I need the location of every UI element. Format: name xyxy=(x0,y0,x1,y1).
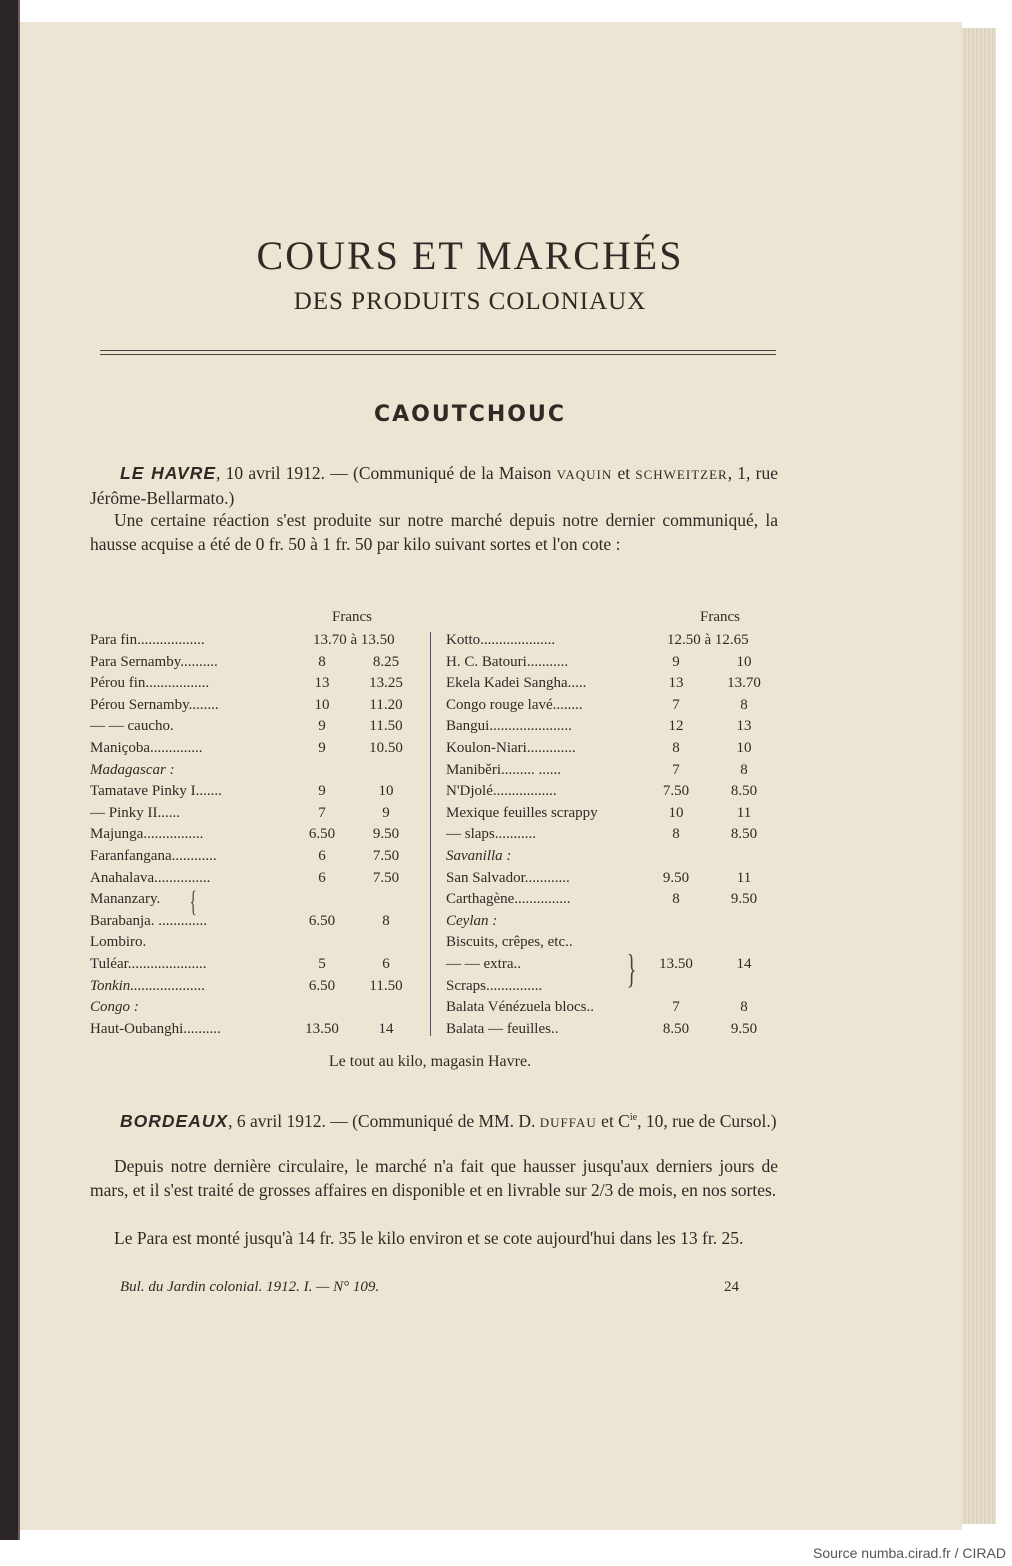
price-row-label: — Pinky II...... xyxy=(90,804,180,821)
price-row xyxy=(446,630,782,652)
price-low: 12.50 à 12.65 xyxy=(667,632,749,648)
havre-place: LE HAVRE xyxy=(120,463,217,483)
price-low: 10 xyxy=(668,804,684,821)
havre-intro: , 10 avril 1912. — (Communiqué de la Maison xyxy=(216,463,557,483)
price-high: 8 xyxy=(740,761,748,778)
price-row-label: Haut-Oubanghi.......... xyxy=(90,1020,221,1037)
price-high: 8.50 xyxy=(730,826,758,843)
price-row-label: Para Sernamby.......... xyxy=(90,653,218,670)
price-low: 9 xyxy=(672,653,680,670)
price-high: 9 xyxy=(382,804,390,821)
price-row-label: — — extra.. xyxy=(446,955,521,972)
price-low: 9 xyxy=(318,739,326,756)
bordeaux-after: et C xyxy=(596,1110,630,1131)
price-row-label: Tamatave Pinky I....... xyxy=(90,783,222,800)
price-row-label: Lombiro. xyxy=(90,934,147,951)
price-row xyxy=(90,954,426,976)
price-row-label: Pérou fin................. xyxy=(90,675,210,692)
bordeaux-intro: , 6 avril 1912. — (Communiqué de MM. D. xyxy=(228,1110,540,1131)
price-high: 8 xyxy=(740,999,748,1016)
bordeaux-paragraph-2: Le Para est monté jusqu'à 14 fr. 35 le kilo environ et se cote aujourd'hui dans les 13 fr. 25. xyxy=(114,1228,744,1248)
price-high: 11.50 xyxy=(369,977,403,994)
price-row-label: Savanilla : xyxy=(446,847,512,864)
price-row-label: Balata Vénézuela blocs.. xyxy=(446,999,594,1016)
column-separator xyxy=(430,632,431,1036)
price-row xyxy=(446,889,782,911)
price-low: 7 xyxy=(672,761,680,778)
section-title: CAOUTCHOUC xyxy=(373,402,566,427)
price-row xyxy=(446,997,782,1019)
price-row-label: Koulon-Niari............. xyxy=(446,739,576,756)
havre-paragraph: Une certaine réaction s'est produite sur notre marché depuis notre dernier communiqué, la hausse acquise a été de 0 fr. 50 à 1 fr. 50 par kilo suivant sortes et l'on cote : xyxy=(90,510,778,554)
page-title: COURS ET MARCHÉS xyxy=(256,233,684,278)
price-row-label: Scraps............... xyxy=(446,977,543,994)
footer-page-number: 24 xyxy=(724,1279,739,1295)
price-low: 8.50 xyxy=(662,1020,690,1037)
price-row xyxy=(446,738,782,760)
price-row-label: Kotto.................... xyxy=(446,632,556,648)
price-row xyxy=(446,760,782,782)
price-row xyxy=(90,1019,426,1041)
price-high: 10 xyxy=(736,653,752,670)
bordeaux-heading xyxy=(90,1106,778,1134)
havre-house2: SCHWEITZER xyxy=(635,467,728,482)
price-row xyxy=(446,695,782,717)
price-low: 8 xyxy=(672,826,680,843)
ceylan-brace: } xyxy=(626,946,637,991)
price-row-label: Bangui...................... xyxy=(446,718,572,735)
price-row xyxy=(446,803,782,825)
price-high: 11 xyxy=(736,869,752,886)
havre-between: et xyxy=(612,463,636,483)
price-row xyxy=(90,824,426,846)
price-high: 13 xyxy=(736,718,752,735)
price-low: 9 xyxy=(318,718,326,735)
page-subtitle: DES PRODUITS COLONIAUX xyxy=(293,288,647,315)
price-row xyxy=(90,932,426,954)
price-row xyxy=(446,932,782,954)
price-row-label: Mananzary. xyxy=(90,891,161,908)
price-high: 9.50 xyxy=(730,891,758,908)
price-row-label: Biscuits, crêpes, etc.. xyxy=(446,934,573,951)
price-row-label: Congo rouge lavé........ xyxy=(446,696,583,713)
price-high: 13.70 xyxy=(727,675,761,692)
price-high: 11.20 xyxy=(369,696,403,713)
right-price-column xyxy=(446,630,782,1040)
price-row-label: Majunga................ xyxy=(90,826,204,843)
price-row xyxy=(446,846,782,868)
price-low: 7.50 xyxy=(662,783,690,800)
price-row-label: Madagascar : xyxy=(90,761,175,778)
price-high: 9.50 xyxy=(730,1020,758,1037)
table-note: Le tout au kilo, magasin Havre. xyxy=(328,1053,532,1070)
price-row-label: Carthagène............... xyxy=(446,891,571,908)
price-row-label: Tuléar..................... xyxy=(90,955,207,972)
price-row-label: Ekela Kadei Sangha..... xyxy=(446,675,587,692)
price-low: 6.50 xyxy=(308,912,336,929)
source-credit: Source numba.cirad.fr / CIRAD xyxy=(813,1545,1006,1561)
page-edges xyxy=(962,28,996,1524)
price-row xyxy=(90,868,426,890)
price-low: 5 xyxy=(318,955,326,972)
bordeaux-sup: ie xyxy=(629,1112,638,1123)
price-row xyxy=(446,824,782,846)
price-high: 8 xyxy=(740,696,748,713)
price-low: 6.50 xyxy=(308,977,336,994)
price-high: 10 xyxy=(736,739,752,756)
bordeaux-address: , 10, rue de Cursol.) xyxy=(637,1110,777,1131)
price-high: 8.50 xyxy=(730,783,758,800)
price-high: 14 xyxy=(378,1020,394,1037)
price-row xyxy=(90,716,426,738)
price-row xyxy=(90,673,426,695)
price-high: 7.50 xyxy=(372,847,400,864)
price-low: 13 xyxy=(668,675,684,692)
price-row-label: Pérou Sernamby........ xyxy=(90,696,219,713)
price-low: 9 xyxy=(318,783,326,800)
price-row-label: Tonkin.................... xyxy=(90,977,206,994)
price-row xyxy=(446,976,782,998)
price-row-label: Congo : xyxy=(90,999,139,1016)
price-low: 10 xyxy=(314,696,330,713)
price-row xyxy=(90,652,426,674)
price-row xyxy=(90,911,426,933)
price-low: 6 xyxy=(318,869,326,886)
price-low: 7 xyxy=(318,804,326,821)
price-row-label: Barabanja. ............. xyxy=(90,912,208,929)
price-low: 8 xyxy=(672,739,680,756)
price-row-label: Mexique feuilles scrappy xyxy=(446,804,598,821)
price-row-label: Maniçoba.............. xyxy=(90,739,203,756)
price-low: 12 xyxy=(668,718,684,735)
price-row xyxy=(90,976,426,998)
price-low: 8 xyxy=(672,891,680,908)
price-low: 9.50 xyxy=(662,869,690,886)
price-row xyxy=(446,716,782,738)
price-low: 13 xyxy=(314,675,330,692)
price-low: 7 xyxy=(672,696,680,713)
price-low: 7 xyxy=(672,999,680,1016)
price-high: 14 xyxy=(736,955,752,972)
price-row xyxy=(446,652,782,674)
price-row-label: Maniběri......... ...... xyxy=(446,761,561,778)
price-row xyxy=(90,760,426,782)
havre-house1: VAQUIN xyxy=(556,467,613,482)
price-low: 13.50 xyxy=(659,955,693,972)
havre-heading xyxy=(90,462,778,510)
footer-journal: Bul. du Jardin colonial. 1912. I. — N° 109. xyxy=(120,1279,380,1295)
price-high: 6 xyxy=(382,955,390,972)
price-row xyxy=(90,846,426,868)
madagascar-brace: { xyxy=(189,885,197,918)
price-row xyxy=(90,781,426,803)
price-high: 10 xyxy=(378,783,394,800)
price-high: 9.50 xyxy=(372,826,400,843)
left-price-column xyxy=(90,630,426,1040)
price-high: 7.50 xyxy=(372,869,400,886)
price-high: 8.25 xyxy=(372,653,400,670)
price-low: 13.70 à 13.50 xyxy=(313,632,395,648)
price-row xyxy=(90,997,426,1019)
title-rule-bottom xyxy=(100,354,776,355)
price-low: 8 xyxy=(318,653,326,670)
price-row-label: N'Djolé................. xyxy=(446,783,557,800)
bordeaux-paragraph-1: Depuis notre dernière circulaire, le marché n'a fait que hausser jusqu'aux derniers jours de mars, et il s'est traité de grosses affaires en disponible et en livrable sur 2/3 de mois, en nos sortes. xyxy=(90,1156,778,1200)
price-low: 13.50 xyxy=(305,1020,339,1037)
price-high: 11 xyxy=(736,804,752,821)
price-row xyxy=(446,673,782,695)
title-rule-top xyxy=(100,350,776,351)
price-row-label: San Salvador............ xyxy=(446,869,570,886)
price-row-label: — — caucho. xyxy=(90,718,174,735)
price-high: 10.50 xyxy=(369,739,403,756)
bordeaux-house: DUFFAU xyxy=(539,1114,597,1130)
price-row-label: Anahalava............... xyxy=(90,869,211,886)
left-currency-header: Francs xyxy=(332,609,372,625)
price-high: 8 xyxy=(382,912,390,929)
price-low: 6.50 xyxy=(308,826,336,843)
price-row xyxy=(90,738,426,760)
price-row xyxy=(446,954,782,976)
price-row xyxy=(90,695,426,717)
book-spine xyxy=(0,0,20,1540)
price-row xyxy=(446,911,782,933)
price-row-label: Para fin.................. xyxy=(90,632,205,648)
price-row xyxy=(90,630,426,652)
price-row xyxy=(446,868,782,890)
price-row-label: H. C. Batouri........... xyxy=(446,653,569,670)
bordeaux-place: BORDEAUX xyxy=(120,1110,229,1131)
price-high: 11.50 xyxy=(369,718,403,735)
price-row-label: — slaps........... xyxy=(446,826,536,843)
price-row xyxy=(446,1019,782,1041)
price-row xyxy=(446,781,782,803)
price-row-label: Ceylan : xyxy=(446,912,498,929)
price-high: 13.25 xyxy=(369,675,403,692)
price-row xyxy=(90,889,426,911)
price-row-label: Balata — feuilles.. xyxy=(446,1020,559,1037)
right-currency-header: Francs xyxy=(700,609,740,625)
price-row xyxy=(90,803,426,825)
price-low: 6 xyxy=(318,847,326,864)
havre-address: , 1, rue Jérôme-Bellarmato.) xyxy=(90,463,778,508)
price-row-label: Faranfangana............ xyxy=(90,847,217,864)
